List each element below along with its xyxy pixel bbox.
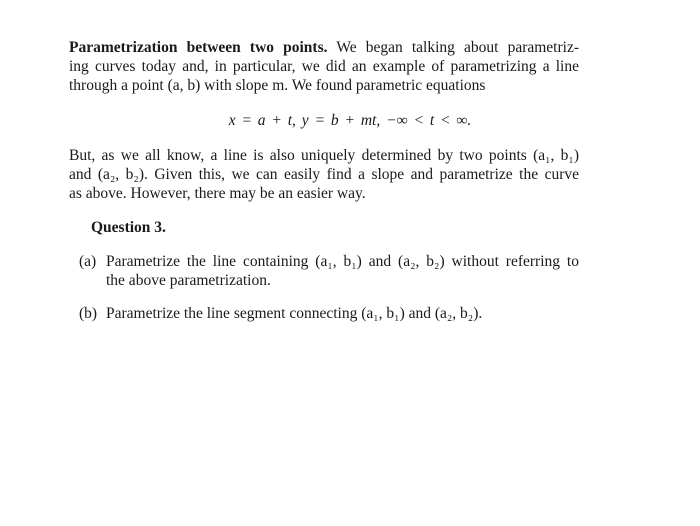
question-title: Question 3. (91, 219, 166, 236)
question-item-text: Parametrize the line segment connecting (a₁, b₁) and (a₂, b₂). (106, 305, 483, 322)
section-heading: Parametrization between two points. (69, 39, 328, 56)
item-label: (b) (79, 305, 98, 322)
parametric-equation: x = a + t, y = b + mt, −∞ < t < ∞. (228, 112, 472, 129)
paragraph-line: ing curves today and, in particular, we did an example of parametrizing a line (69, 58, 579, 75)
paragraph-line: through a point (a, b) with slope m. We found parametric equations (69, 77, 486, 94)
paragraph-text: We began talking about parametriz- (336, 39, 579, 56)
item-label: (a) (79, 253, 97, 270)
paragraph-line: and (a₂, b₂). Given this, we can easily find a slope and parametrize the curve (69, 166, 579, 183)
question-item-text: Parametrize the line containing (a₁, b₁) and (a₂, b₂) without referring to (106, 253, 579, 270)
paragraph-line: as above. However, there may be an easier way. (69, 185, 366, 202)
paragraph-line: But, as we all know, a line is also uniquely determined by two points (a₁, b₁) (69, 147, 579, 164)
question-item-text: the above parametrization. (106, 272, 271, 289)
paragraph-line (69, 39, 579, 57)
